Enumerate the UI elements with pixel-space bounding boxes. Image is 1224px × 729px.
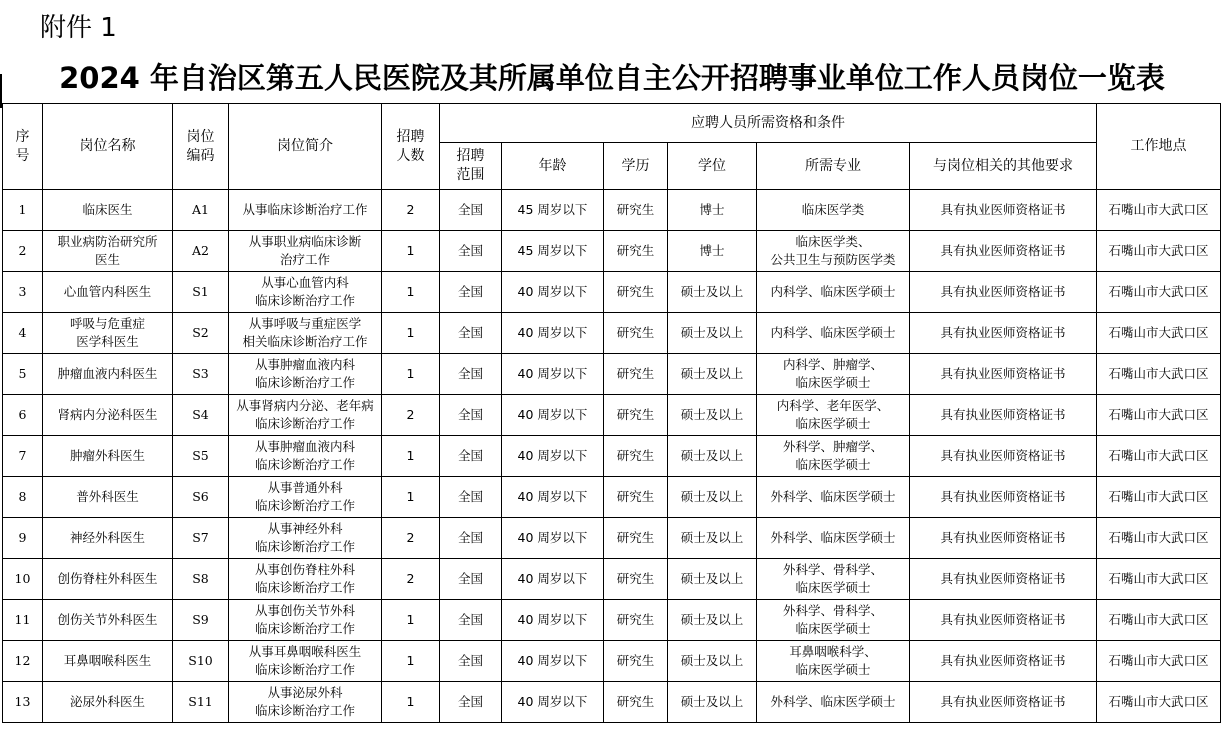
cell-major: 耳鼻咽喉科学、 临床医学硕士 <box>757 641 910 682</box>
cell-degree: 硕士及以上 <box>668 641 757 682</box>
cell-position-name: 肾病内分泌科医生 <box>43 395 173 436</box>
cell-major: 外科学、临床医学硕士 <box>757 518 910 559</box>
cell-position-name: 创伤脊柱外科医生 <box>43 559 173 600</box>
cell-major: 内科学、临床医学硕士 <box>757 272 910 313</box>
attachment-label: 附件 1 <box>40 13 117 43</box>
cell-work-location: 石嘴山市大武口区 <box>1097 272 1221 313</box>
cell-position-code: S11 <box>173 682 229 723</box>
header-major: 所需专业 <box>757 143 910 190</box>
cell-work-location: 石嘴山市大武口区 <box>1097 641 1221 682</box>
cell-other-requirements: 具有执业医师资格证书 <box>910 436 1097 477</box>
cell-age: 40 周岁以下 <box>502 354 604 395</box>
cell-major: 内科学、临床医学硕士 <box>757 313 910 354</box>
cell-age: 40 周岁以下 <box>502 518 604 559</box>
cell-major: 内科学、肿瘤学、 临床医学硕士 <box>757 354 910 395</box>
cell-position-code: A2 <box>173 231 229 272</box>
cell-hire-count: 1 <box>382 682 440 723</box>
cell-position-name: 职业病防治研究所 医生 <box>43 231 173 272</box>
cell-major: 临床医学类 <box>757 190 910 231</box>
cell-age: 40 周岁以下 <box>502 600 604 641</box>
header-age: 年龄 <box>502 143 604 190</box>
cell-education: 研究生 <box>604 313 668 354</box>
cell-hire-count: 1 <box>382 641 440 682</box>
cell-scope: 全国 <box>440 559 502 600</box>
cell-education: 研究生 <box>604 395 668 436</box>
cell-work-location: 石嘴山市大武口区 <box>1097 600 1221 641</box>
cell-scope: 全国 <box>440 272 502 313</box>
cell-other-requirements: 具有执业医师资格证书 <box>910 231 1097 272</box>
cell-position-intro: 从事肿瘤血液内科 临床诊断治疗工作 <box>229 436 382 477</box>
cell-position-code: S10 <box>173 641 229 682</box>
cell-scope: 全国 <box>440 231 502 272</box>
cell-other-requirements: 具有执业医师资格证书 <box>910 559 1097 600</box>
cell-position-name: 神经外科医生 <box>43 518 173 559</box>
cell-position-code: S2 <box>173 313 229 354</box>
cell-hire-count: 1 <box>382 354 440 395</box>
cell-scope: 全国 <box>440 682 502 723</box>
cell-degree: 博士 <box>668 231 757 272</box>
cell-other-requirements: 具有执业医师资格证书 <box>910 395 1097 436</box>
cell-age: 40 周岁以下 <box>502 477 604 518</box>
header-other-requirements: 与岗位相关的其他要求 <box>910 143 1097 190</box>
header-position-name: 岗位名称 <box>43 104 173 190</box>
cell-position-code: A1 <box>173 190 229 231</box>
cell-position-intro: 从事泌尿外科 临床诊断治疗工作 <box>229 682 382 723</box>
table-row <box>3 559 1221 600</box>
cell-seq: 7 <box>3 436 43 477</box>
cell-seq: 2 <box>3 231 43 272</box>
cell-scope: 全国 <box>440 518 502 559</box>
cell-degree: 硕士及以上 <box>668 477 757 518</box>
cell-seq: 11 <box>3 600 43 641</box>
cell-position-intro: 从事普通外科 临床诊断治疗工作 <box>229 477 382 518</box>
cell-other-requirements: 具有执业医师资格证书 <box>910 313 1097 354</box>
cell-hire-count: 2 <box>382 559 440 600</box>
cell-major: 内科学、老年医学、 临床医学硕士 <box>757 395 910 436</box>
cell-major: 外科学、临床医学硕士 <box>757 682 910 723</box>
cell-major: 外科学、骨科学、 临床医学硕士 <box>757 559 910 600</box>
cell-scope: 全国 <box>440 477 502 518</box>
cell-scope: 全国 <box>440 313 502 354</box>
table-row <box>3 641 1221 682</box>
positions-table <box>2 103 1221 723</box>
cell-degree: 硕士及以上 <box>668 682 757 723</box>
cell-seq: 4 <box>3 313 43 354</box>
header-qualifications: 应聘人员所需资格和条件 <box>440 104 1097 143</box>
cell-hire-count: 1 <box>382 477 440 518</box>
cell-age: 45 周岁以下 <box>502 231 604 272</box>
cell-other-requirements: 具有执业医师资格证书 <box>910 518 1097 559</box>
cell-seq: 13 <box>3 682 43 723</box>
cell-position-name: 普外科医生 <box>43 477 173 518</box>
cell-position-code: S3 <box>173 354 229 395</box>
header-position-code: 岗位 编码 <box>173 104 229 190</box>
cell-degree: 硕士及以上 <box>668 600 757 641</box>
cell-age: 40 周岁以下 <box>502 682 604 723</box>
cell-education: 研究生 <box>604 436 668 477</box>
cell-education: 研究生 <box>604 231 668 272</box>
cell-scope: 全国 <box>440 641 502 682</box>
cell-degree: 硕士及以上 <box>668 313 757 354</box>
cell-age: 45 周岁以下 <box>502 190 604 231</box>
header-position-intro: 岗位简介 <box>229 104 382 190</box>
table-row <box>3 436 1221 477</box>
cell-education: 研究生 <box>604 682 668 723</box>
cell-seq: 9 <box>3 518 43 559</box>
cell-hire-count: 2 <box>382 395 440 436</box>
cell-other-requirements: 具有执业医师资格证书 <box>910 190 1097 231</box>
table-row <box>3 682 1221 723</box>
cell-work-location: 石嘴山市大武口区 <box>1097 477 1221 518</box>
cell-other-requirements: 具有执业医师资格证书 <box>910 641 1097 682</box>
cell-position-name: 肿瘤外科医生 <box>43 436 173 477</box>
header-degree: 学位 <box>668 143 757 190</box>
cell-education: 研究生 <box>604 190 668 231</box>
cell-position-intro: 从事呼吸与重症医学 相关临床诊断治疗工作 <box>229 313 382 354</box>
cell-position-name: 耳鼻咽喉科医生 <box>43 641 173 682</box>
cell-major: 外科学、临床医学硕士 <box>757 477 910 518</box>
cell-seq: 6 <box>3 395 43 436</box>
cell-seq: 8 <box>3 477 43 518</box>
cell-age: 40 周岁以下 <box>502 313 604 354</box>
cell-age: 40 周岁以下 <box>502 559 604 600</box>
cell-position-intro: 从事肾病内分泌、老年病 临床诊断治疗工作 <box>229 395 382 436</box>
cell-hire-count: 1 <box>382 600 440 641</box>
table-body <box>3 190 1221 723</box>
cell-position-name: 创伤关节外科医生 <box>43 600 173 641</box>
cell-position-name: 呼吸与危重症 医学科医生 <box>43 313 173 354</box>
cell-hire-count: 1 <box>382 436 440 477</box>
cell-age: 40 周岁以下 <box>502 436 604 477</box>
cell-degree: 硕士及以上 <box>668 436 757 477</box>
cell-position-intro: 从事心血管内科 临床诊断治疗工作 <box>229 272 382 313</box>
cell-position-code: S4 <box>173 395 229 436</box>
cell-other-requirements: 具有执业医师资格证书 <box>910 600 1097 641</box>
cell-age: 40 周岁以下 <box>502 395 604 436</box>
cell-work-location: 石嘴山市大武口区 <box>1097 231 1221 272</box>
cell-work-location: 石嘴山市大武口区 <box>1097 313 1221 354</box>
cell-seq: 12 <box>3 641 43 682</box>
cell-education: 研究生 <box>604 272 668 313</box>
table-row <box>3 477 1221 518</box>
cell-work-location: 石嘴山市大武口区 <box>1097 436 1221 477</box>
cell-other-requirements: 具有执业医师资格证书 <box>910 354 1097 395</box>
cell-hire-count: 1 <box>382 231 440 272</box>
table-row <box>3 354 1221 395</box>
cell-hire-count: 1 <box>382 313 440 354</box>
table-row <box>3 395 1221 436</box>
header-hire-count: 招聘 人数 <box>382 104 440 190</box>
cell-hire-count: 1 <box>382 272 440 313</box>
header-work-location: 工作地点 <box>1097 104 1221 190</box>
header-scope: 招聘 范围 <box>440 143 502 190</box>
cell-scope: 全国 <box>440 395 502 436</box>
cell-degree: 硕士及以上 <box>668 518 757 559</box>
table-row <box>3 518 1221 559</box>
cell-position-code: S1 <box>173 272 229 313</box>
cell-work-location: 石嘴山市大武口区 <box>1097 190 1221 231</box>
header-seq: 序 号 <box>3 104 43 190</box>
cell-scope: 全国 <box>440 190 502 231</box>
cell-position-name: 临床医生 <box>43 190 173 231</box>
cell-education: 研究生 <box>604 600 668 641</box>
cell-major: 临床医学类、 公共卫生与预防医学类 <box>757 231 910 272</box>
cell-education: 研究生 <box>604 477 668 518</box>
cell-position-intro: 从事创伤关节外科 临床诊断治疗工作 <box>229 600 382 641</box>
cell-degree: 硕士及以上 <box>668 395 757 436</box>
document-title: 2024 年自治区第五人民医院及其所属单位自主公开招聘事业单位工作人员岗位一览表 <box>59 61 1165 95</box>
cell-position-intro: 从事职业病临床诊断 治疗工作 <box>229 231 382 272</box>
cell-other-requirements: 具有执业医师资格证书 <box>910 272 1097 313</box>
table-row <box>3 272 1221 313</box>
cell-major: 外科学、肿瘤学、 临床医学硕士 <box>757 436 910 477</box>
cell-work-location: 石嘴山市大武口区 <box>1097 559 1221 600</box>
cell-position-intro: 从事临床诊断治疗工作 <box>229 190 382 231</box>
cell-degree: 博士 <box>668 190 757 231</box>
cell-education: 研究生 <box>604 518 668 559</box>
cell-position-intro: 从事神经外科 临床诊断治疗工作 <box>229 518 382 559</box>
cell-position-intro: 从事创伤脊柱外科 临床诊断治疗工作 <box>229 559 382 600</box>
cell-hire-count: 2 <box>382 190 440 231</box>
cell-position-code: S7 <box>173 518 229 559</box>
cell-position-name: 心血管内科医生 <box>43 272 173 313</box>
header-education: 学历 <box>604 143 668 190</box>
cell-position-intro: 从事耳鼻咽喉科医生 临床诊断治疗工作 <box>229 641 382 682</box>
cell-work-location: 石嘴山市大武口区 <box>1097 395 1221 436</box>
cell-other-requirements: 具有执业医师资格证书 <box>910 682 1097 723</box>
cell-position-intro: 从事肿瘤血液内科 临床诊断治疗工作 <box>229 354 382 395</box>
cell-other-requirements: 具有执业医师资格证书 <box>910 477 1097 518</box>
cell-position-name: 肿瘤血液内科医生 <box>43 354 173 395</box>
cell-age: 40 周岁以下 <box>502 272 604 313</box>
cell-age: 40 周岁以下 <box>502 641 604 682</box>
cell-scope: 全国 <box>440 436 502 477</box>
cell-seq: 10 <box>3 559 43 600</box>
table-row <box>3 231 1221 272</box>
cell-education: 研究生 <box>604 559 668 600</box>
cell-scope: 全国 <box>440 354 502 395</box>
cell-degree: 硕士及以上 <box>668 559 757 600</box>
cell-work-location: 石嘴山市大武口区 <box>1097 518 1221 559</box>
cell-seq: 1 <box>3 190 43 231</box>
cell-position-code: S8 <box>173 559 229 600</box>
cell-seq: 3 <box>3 272 43 313</box>
cell-position-name: 泌尿外科医生 <box>43 682 173 723</box>
cell-degree: 硕士及以上 <box>668 354 757 395</box>
cell-work-location: 石嘴山市大武口区 <box>1097 682 1221 723</box>
cell-position-code: S5 <box>173 436 229 477</box>
cell-position-code: S9 <box>173 600 229 641</box>
cell-hire-count: 2 <box>382 518 440 559</box>
cell-education: 研究生 <box>604 354 668 395</box>
table-row <box>3 190 1221 231</box>
cell-work-location: 石嘴山市大武口区 <box>1097 354 1221 395</box>
table-row <box>3 313 1221 354</box>
cell-major: 外科学、骨科学、 临床医学硕士 <box>757 600 910 641</box>
cell-seq: 5 <box>3 354 43 395</box>
cell-degree: 硕士及以上 <box>668 272 757 313</box>
cell-scope: 全国 <box>440 600 502 641</box>
table-row <box>3 600 1221 641</box>
cell-education: 研究生 <box>604 641 668 682</box>
cell-position-code: S6 <box>173 477 229 518</box>
